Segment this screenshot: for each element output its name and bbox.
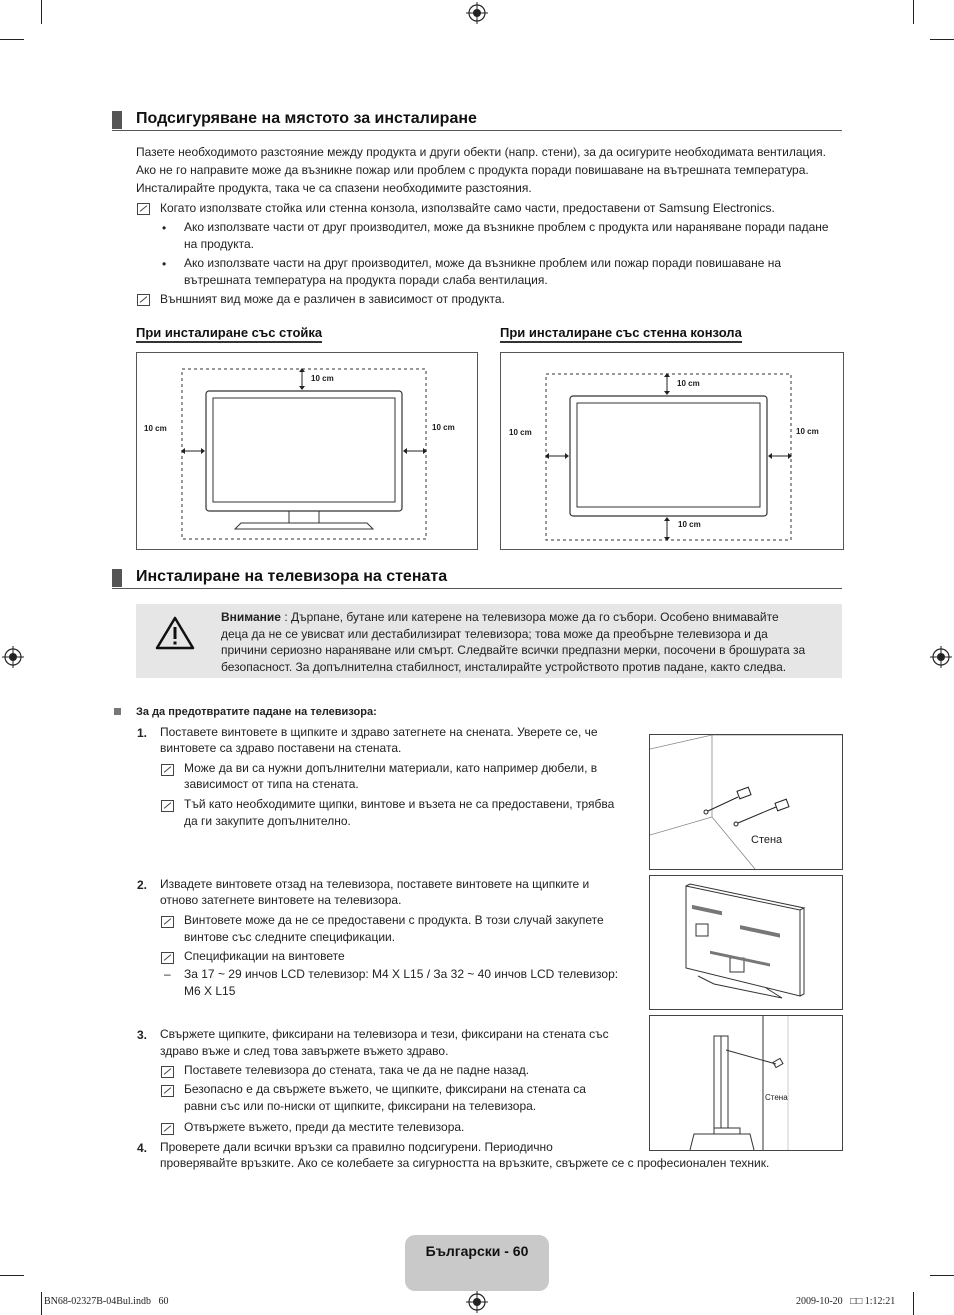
step2-spec-line1: За 17 ~ 29 инчов LCD телевизор: M4 X L15 / За 32 ~ 40 инчов LCD телевизор: xyxy=(184,967,619,981)
step2-line2: отново затегнете винтовете на телевизора. xyxy=(160,893,402,907)
registration-mark-icon xyxy=(466,2,488,24)
wall-mount-tv-illustration xyxy=(501,353,843,549)
step-number: 3. xyxy=(137,1028,148,1042)
note-icon xyxy=(161,764,174,776)
tv-tied-to-wall-illustration xyxy=(649,1015,843,1151)
step2-line1: Извадете винтовете отзад на телевизора, поставете винтовете на щипките и xyxy=(160,877,590,891)
section-title-wall-install: Инсталиране на телевизора на стената xyxy=(112,568,842,589)
note-icon xyxy=(161,952,174,964)
wall-screws-illustration xyxy=(649,734,843,870)
step3-note3: Отвържете въжето, преди да местите телевизора. xyxy=(184,1120,465,1134)
registration-mark-icon xyxy=(2,646,24,668)
wall-label: Стена xyxy=(751,834,783,846)
step1-note1-line1: Може да ви са нужни допълнителни материали, като например дюбели, в xyxy=(184,761,598,775)
wall-label: Стена xyxy=(765,1093,788,1102)
prevent-fall-heading: За да предотвратите падане на телевизора: xyxy=(136,706,377,718)
wall-mount-clearance-diagram xyxy=(500,352,844,550)
tv-back-illustration xyxy=(649,875,843,1010)
step1-note1-line2: зависимост от типа на стената. xyxy=(184,777,359,791)
step3-note2-line2: равни със или по-ниски от щипките, фиксирани на телевизора. xyxy=(184,1099,537,1113)
stand-tv-illustration xyxy=(137,353,477,549)
note-icon xyxy=(161,1066,174,1078)
page-number-tab xyxy=(405,1235,549,1291)
step-number: 4. xyxy=(137,1141,148,1155)
step4-line2: проверявайте връзките. Ако се колебаете за сигурността на връзките, свържете се с професионален техник. xyxy=(160,1156,770,1170)
bullet-marker: • xyxy=(162,221,167,235)
note-icon xyxy=(161,1123,174,1135)
step-number: 2. xyxy=(137,878,148,892)
caution-text: Внимание : Дърпане, бутане или катерене на телевизора може да го събори. Особено внимавайте деца да не се увисват или дестабилизират телевизора; това може да преобърне телевизора и да причини сериозно нараняване или смърт. Следвайте всички предпазни мерки, посочени в брошурата за безопасност. За допълнителна стабилност, инсталирайте устройството против падане, както следва. xyxy=(221,610,806,674)
bullet-other-parts-1a: Ако използвате части от друг производител, може да възникне проблем с продукта или нараняване поради падане xyxy=(184,220,829,234)
dim-left-label: 10 cm xyxy=(144,424,167,433)
step3-note1: Поставете телевизора до стената, така че да не падне назад. xyxy=(184,1063,530,1077)
dim-bottom-label: 10 cm xyxy=(678,520,701,529)
note-icon xyxy=(161,916,174,928)
dim-top-label: 10 cm xyxy=(311,374,334,383)
step1-line2: винтовете са здраво поставени на стената. xyxy=(160,741,402,755)
stand-clearance-diagram xyxy=(136,352,478,550)
bullet-other-parts-2a: Ако използвате части на друг производител, може да възникне проблем или пожар поради повишаване на xyxy=(184,256,782,270)
section-title-installation-place: Подсигуряване на мястото за инсталиране xyxy=(112,110,842,131)
page-label: Български - 60 xyxy=(425,1243,529,1259)
dim-top-label: 10 cm xyxy=(677,379,700,388)
step2-note1-line2: винтове със следните спецификации. xyxy=(184,930,396,944)
bullet-other-parts-2b: вътрешната температура на продукта поради слаба вентилация. xyxy=(184,273,548,287)
dim-left-label: 10 cm xyxy=(509,428,532,437)
step2-note1-line1: Винтовете може да не се предоставени с продукта. В този случай закупете xyxy=(184,913,604,927)
step3-line1: Свържете щипките, фиксирани на телевизора и тези, фиксирани на стената със xyxy=(160,1027,609,1041)
step-number: 1. xyxy=(137,726,148,740)
note-icon xyxy=(161,800,174,812)
print-date: 2009-10-20 □□ 1:12:21 xyxy=(796,1296,896,1307)
dash-marker: – xyxy=(164,967,171,981)
step3-line2: здраво въже и след това завържете въжето здраво. xyxy=(160,1044,449,1058)
note-icon xyxy=(137,294,150,306)
note-appearance: Външният вид може да е различен в зависимост от продукта. xyxy=(160,292,505,306)
subtitle-stand: При инсталиране със стойка xyxy=(136,325,322,343)
intro-line-3: Инсталирайте продукта, така че са спазени необходимите разстояния. xyxy=(136,181,532,195)
caution-box xyxy=(136,604,842,678)
step4-line1: Проверете дали всички връзки са правилно подсигурени. Периодично xyxy=(160,1140,553,1154)
bullet-other-parts-1b: на продукта. xyxy=(184,237,254,251)
caution-label: Внимание xyxy=(221,610,281,624)
dim-right-label: 10 cm xyxy=(796,427,819,436)
note-icon xyxy=(161,1085,174,1097)
intro-line-1: Пазете необходимото разстояние между продукта и други обекти (напр. стени), за да осигурите необходимата вентилация. xyxy=(136,145,826,159)
step2-spec-line2: M6 X L15 xyxy=(184,984,236,998)
step1-line1: Поставете винтовете в щипките и здраво затегнете на снената. Уверете се, че xyxy=(160,725,598,739)
intro-line-2: Ако не го направите може да възникне пожар или проблем с продукта поради повишаване на вътрешната температура. xyxy=(136,163,809,177)
note-icon xyxy=(137,203,150,215)
note-samsung-parts: Когато използвате стойка или стенна конзола, използвайте само части, предоставени от Samsung Electronics. xyxy=(160,201,775,215)
registration-mark-icon xyxy=(466,1291,488,1313)
step3-note2-line1: Безопасно е да свържете въжето, че щипките, фиксирани на стената са xyxy=(184,1082,586,1096)
registration-mark-icon xyxy=(930,646,952,668)
warning-triangle-icon xyxy=(155,616,195,650)
file-name: BN68-02327B-04Bul.indb 60 xyxy=(44,1296,169,1307)
step1-note2-line1: Тъй като необходимите щипки, винтове и възета не са предоставени, трябва xyxy=(184,797,615,811)
dim-right-label: 10 cm xyxy=(432,423,455,432)
step1-note2-line2: да ги закупите допълнително. xyxy=(184,814,351,828)
bullet-marker: • xyxy=(162,257,167,271)
square-bullet-icon xyxy=(114,708,121,715)
step2-note2: Спецификации на винтовете xyxy=(184,949,345,963)
subtitle-wall-mount: При инсталиране със стенна конзола xyxy=(500,325,742,343)
